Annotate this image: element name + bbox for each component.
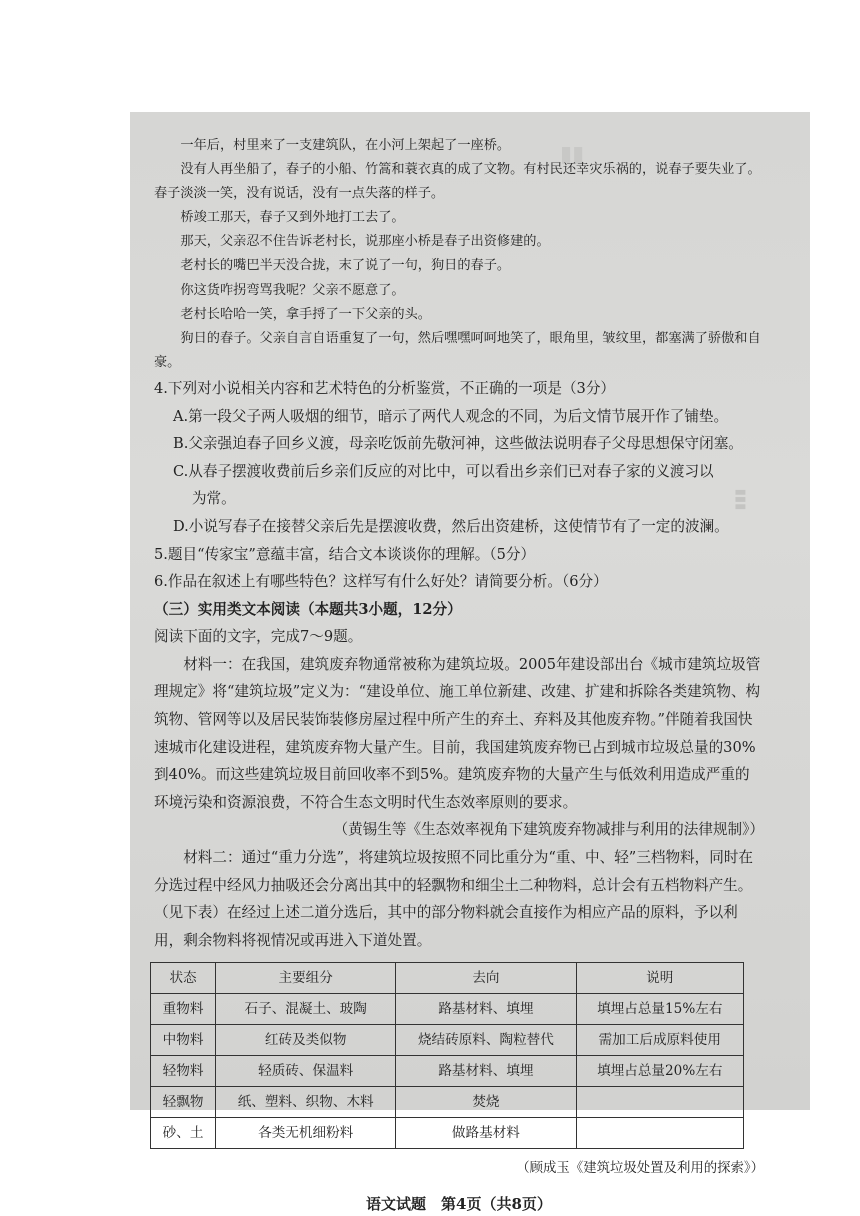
story-paragraph: 老村长哈哈一笑，拿手捋了一下父亲的头。 <box>180 306 431 322</box>
question-6: 6.作品在叙述上有哪些特色？这样写有什么好处？请简要分析。（6分） <box>154 573 608 591</box>
table-cell: 做路基材料 <box>396 1118 576 1149</box>
table-cell: 砂、土 <box>151 1118 216 1149</box>
table-cell: 需加工后成原料使用 <box>576 1025 743 1056</box>
table-cell: 填埋占总量20%左右 <box>576 1056 743 1087</box>
material-2-source: （顾成玉《建筑垃圾处置及利用的探索》） <box>516 1161 764 1177</box>
table-cell: 中物料 <box>151 1025 216 1056</box>
material-1: 材料一：在我国，建筑废弃物通常被称为建筑垃圾。2005年建设部出台《城市建筑垃圾管理规定》将“建筑垃圾”定义为：“建设单位、施工单位新建、改建、扩建和拆除各类建筑物、构筑物、管网等以及居民装饰装修房屋过程中所产生的弃土、弃料及其他废弃物。”伴随着我国快速城市化建设进程，建筑废弃物大量产生。目前，我国建筑废弃物已占到城市垃圾总量的30%到40%。而这些建筑垃圾目前回收率不到5%。建筑废弃物的大量产生与低效利用造成严重的环境污染和资源浪费，不符合生态文明时代生态效率原则的要求。 <box>154 655 761 811</box>
story-paragraph: 没有人再坐船了，春子的小船、竹篙和蓑衣真的成了文物。有村民还幸灾乐祸的，说春子要失业了。春子淡淡一笑，没有说话，没有一点失落的样子。 <box>154 162 761 202</box>
table-row <box>151 1056 744 1087</box>
table-cell: 焚烧 <box>396 1087 576 1118</box>
question-4-stem: 4.下列对小说相关内容和艺术特色的分析鉴赏，不正确的一项是（3分） <box>154 379 616 397</box>
table-row <box>151 1087 744 1118</box>
story-excerpt <box>154 134 764 375</box>
table-cell: 石子、混凝土、玻陶 <box>216 994 396 1025</box>
table-cell: 烧结砖原料、陶粒替代 <box>396 1025 576 1056</box>
option-c: C.从春子摆渡收费前后乡亲们反应的对比中，可以看出乡亲们已对春子家的义渡习以 <box>172 462 714 480</box>
story-paragraph: 那天，父亲忍不住告诉老村长，说那座小桥是春子出资修建的。 <box>180 234 550 250</box>
material-1-source: （黄锡生等《生态效率视角下建筑废弃物减排与利用的法律规制》） <box>333 821 764 839</box>
table-cell: 轻物料 <box>151 1056 216 1087</box>
table-header: 状态 <box>151 963 216 994</box>
table-cell: 红砖及类似物 <box>216 1025 396 1056</box>
table-row <box>151 1118 744 1149</box>
table-cell: 轻质砖、保温料 <box>216 1056 396 1087</box>
paper-photo <box>130 112 810 1213</box>
table-cell: 各类无机细粉料 <box>216 1118 396 1149</box>
table-header: 主要组分 <box>216 963 396 994</box>
table-row <box>151 1025 744 1056</box>
table-cell: 纸、塑料、织物、木料 <box>216 1087 396 1118</box>
material-2: 材料二：通过“重力分选”，将建筑垃圾按照不同比重分为“重、中、轻”三档物料，同时在分选过程中经风力抽吸还会分离出其中的轻飘物和细尘土二种物料，总计会有五档物料产生。（见下表）在经过上述二道分选后，其中的部分物料就会直接作为相应产品的原料，予以利用，剩余物料将视情况或再进入下道处置。 <box>154 849 754 949</box>
page-footer: 语文试题 第4页（共8页） <box>366 1194 552 1213</box>
table-row <box>151 994 744 1025</box>
section-instructions: 阅读下面的文字，完成7～9题。 <box>154 628 363 646</box>
table-header-row <box>151 963 744 994</box>
table-cell <box>576 1118 743 1149</box>
bleed-through: ▮▮ <box>560 142 585 167</box>
bleed-through: ▮▮▮ <box>733 488 749 511</box>
option-d: D.小说写春子在接替父亲后先是摆渡收费，然后出资建桥，这使情节有了一定的波澜。 <box>172 517 729 535</box>
option-b: B.父亲强迫春子回乡义渡，母亲吃饭前先敬河神，这些做法说明春子父母思想保守闭塞。 <box>172 435 743 453</box>
option-a: A.第一段父子两人吸烟的细节，暗示了两代人观念的不同，为后文情节展开作了铺垫。 <box>172 407 729 425</box>
option-c-continued: 为常。 <box>191 490 236 508</box>
table-cell: 重物料 <box>151 994 216 1025</box>
exam-page <box>154 134 764 1216</box>
materials-table <box>150 962 744 1149</box>
story-paragraph: 一年后，村里来了一支建筑队，在小河上架起了一座桥。 <box>180 138 511 153</box>
question-5: 5.题目“传家宝”意蕴丰富，结合文本谈谈你的理解。（5分） <box>154 545 536 563</box>
table-cell <box>576 1087 743 1118</box>
story-paragraph: 你这货咋拐弯骂我呢？父亲不愿意了。 <box>180 282 405 298</box>
table-cell: 路基材料、填埋 <box>396 994 576 1025</box>
section-title: （三）实用类文本阅读（本题共3小题，12分） <box>154 600 462 618</box>
question-4 <box>154 375 764 541</box>
table-cell: 轻飘物 <box>151 1087 216 1118</box>
table-cell: 路基材料、填埋 <box>396 1056 576 1087</box>
story-paragraph: 老村长的嘴巴半天没合拢，末了说了一句，狗日的春子。 <box>180 258 511 274</box>
table-header: 说明 <box>576 963 743 994</box>
story-paragraph: 桥竣工那天，春子又到外地打工去了。 <box>180 210 405 226</box>
story-paragraph: 狗日的春子。父亲自言自语重复了一句，然后嘿嘿呵呵地笑了，眼角里，皱纹里，都塞满了骄傲和自豪。 <box>154 330 761 370</box>
table-cell: 填埋占总量15%左右 <box>576 994 743 1025</box>
table-header: 去向 <box>396 963 576 994</box>
